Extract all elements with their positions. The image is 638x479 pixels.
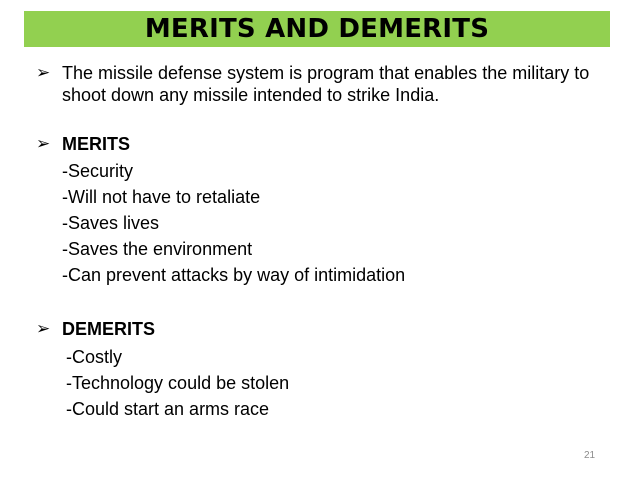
demerit-item: -Costly xyxy=(66,347,123,367)
title-banner xyxy=(24,11,610,47)
intro-text: The missile defense system is program that enables the military to shoot down any missile intended to strike India. xyxy=(62,63,590,105)
arrow-bullet-icon: ➢ xyxy=(36,319,51,338)
demerit-item: -Technology could be stolen xyxy=(66,373,290,393)
demerit-item: -Could start an arms race xyxy=(66,399,270,419)
demerits-bullet xyxy=(36,318,155,340)
merit-item: -Saves the environment xyxy=(62,239,253,259)
merit-item: -Can prevent attacks by way of intimidation xyxy=(62,265,406,285)
intro-bullet xyxy=(36,62,602,106)
merits-bullet xyxy=(36,133,130,155)
arrow-bullet-icon: ➢ xyxy=(36,134,51,153)
arrow-bullet-icon: ➢ xyxy=(36,63,51,82)
merit-item: -Saves lives xyxy=(62,213,160,233)
merit-item: -Security xyxy=(62,161,134,181)
merit-item: -Will not have to retaliate xyxy=(62,187,261,207)
slide-title: MERITS AND DEMERITS xyxy=(144,14,490,44)
merits-heading: MERITS xyxy=(62,134,131,154)
slide-number: 21 xyxy=(584,450,596,461)
demerits-heading: DEMERITS xyxy=(62,319,156,339)
